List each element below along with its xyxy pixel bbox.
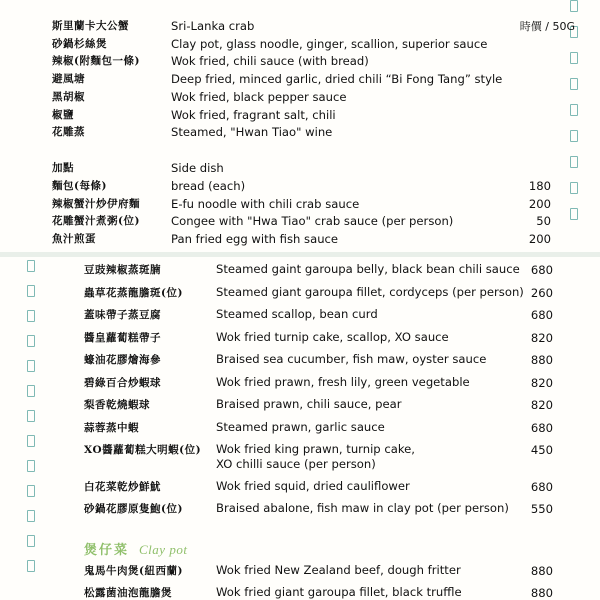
- menu-item: [0, 307, 553, 324]
- decorative-square: [27, 535, 35, 547]
- section-title-zh: 煲仔菜: [84, 543, 130, 558]
- item-name-zh: 花雕蟹汁煮粥(位): [52, 215, 140, 227]
- menu-item: [0, 420, 553, 437]
- item-price: 550: [530, 502, 553, 516]
- item-name-zh: 醬皇蘿蔔糕帶子: [84, 332, 161, 344]
- item-name-en-line1: Wok fried king prawn, turnip cake,: [216, 442, 415, 456]
- item-name-en: Braised prawn, chili sauce, pear: [216, 397, 402, 411]
- item-price: 880: [530, 586, 553, 600]
- menu-item: [0, 501, 553, 518]
- item-name-en-line2: XO chilli sauce (per person): [216, 457, 376, 471]
- item-price: 880: [530, 353, 553, 367]
- item-price: 時價 / 50G: [519, 20, 575, 33]
- decorative-square: [570, 104, 578, 116]
- item-name-en: Sri-Lanka crab: [171, 19, 255, 33]
- item-name-zh: 蒜蓉蒸中蝦: [84, 422, 139, 434]
- item-name-en: Wok fried turnip cake, scallop, XO sauce: [216, 330, 449, 344]
- menu-item: [0, 89, 495, 106]
- item-name-zh: 花雕蒸: [52, 126, 85, 138]
- item-name-zh: 黑胡椒: [52, 91, 85, 103]
- seafood-menu-panel: [0, 257, 600, 600]
- item-name-en: Steamed prawn, garlic sauce: [216, 420, 385, 434]
- item-name-en: Congee with "Hwa Tiao" crab sauce (per person): [171, 214, 454, 228]
- section-title-en: Clay pot: [139, 542, 188, 557]
- menu-item: [0, 262, 553, 279]
- item-name-zh: 魚汁煎蛋: [52, 233, 96, 245]
- decorative-square: [570, 52, 578, 64]
- side-dish-item: [0, 231, 551, 248]
- item-name-en: E-fu noodle with chili crab sauce: [171, 197, 360, 211]
- item-name-en: Deep fried, minced garlic, dried chili “Bi Fong Tang” style: [171, 72, 503, 86]
- item-price: 880: [530, 564, 553, 578]
- item-name-en: Steamed giant garoupa fillet, cordyceps (per person): [216, 285, 524, 299]
- side-dish-item: [0, 196, 551, 213]
- menu-item: [0, 375, 553, 392]
- item-name-en: Steamed gaint garoupa belly, black bean chili sauce: [216, 262, 520, 276]
- item-price: 450: [530, 443, 553, 457]
- item-name-zh: 麵包(每條): [52, 180, 107, 192]
- menu-item: [0, 53, 495, 70]
- item-name-en: Braised sea cucumber, fish maw, oyster sauce: [216, 352, 487, 366]
- decorative-square: [570, 130, 578, 142]
- item-name-zh: 松露菌油泡龍膽煲: [84, 587, 172, 599]
- item-name-en: bread (each): [171, 179, 246, 193]
- item-name-en: Wok fried prawn, fresh lily, green vegetable: [216, 375, 470, 389]
- side-dish-item: [0, 178, 551, 195]
- item-name-en: Clay pot, glass noodle, ginger, scallion, superior sauce: [171, 37, 488, 51]
- item-price: 820: [530, 331, 553, 345]
- item-name-en: [216, 442, 515, 472]
- side-dish-header-zh: 加點: [52, 162, 74, 174]
- menu-item: [0, 330, 553, 347]
- item-name-zh: 砂鍋杉絲煲: [52, 38, 107, 50]
- decorative-square: [570, 78, 578, 90]
- item-price: 680: [530, 308, 553, 322]
- item-name-zh: 梨香乾燒蝦球: [84, 399, 150, 411]
- item-price: 200: [528, 232, 551, 246]
- decorative-square: [570, 208, 578, 220]
- item-name-zh: 蓋味帶子蒸豆腐: [84, 309, 161, 321]
- menu-item: [0, 36, 495, 53]
- item-price: 200: [528, 197, 551, 211]
- menu-item: [0, 563, 553, 580]
- decorative-border-left: [27, 257, 35, 572]
- item-price: 820: [530, 376, 553, 390]
- side-dish-item: [0, 213, 551, 230]
- menu-item: [0, 442, 553, 472]
- menu-item: [0, 479, 553, 496]
- item-name-zh: 砂鍋花膠原隻鮑(位): [84, 503, 183, 515]
- item-name-zh: 斯里蘭卡大公蟹: [52, 20, 129, 32]
- item-name-en: Wok fried, black pepper sauce: [171, 90, 347, 104]
- menu-item: [0, 585, 553, 600]
- decorative-square: [570, 182, 578, 194]
- item-name-en: Braised abalone, fish maw in clay pot (per person): [216, 501, 509, 515]
- item-name-zh: 蟲草花蒸龍膽斑(位): [84, 287, 183, 299]
- item-name-zh: 避風塘: [52, 73, 85, 85]
- side-dish-header: [0, 160, 495, 177]
- item-price: 820: [530, 398, 553, 412]
- item-price: 680: [530, 421, 553, 435]
- item-name-en: Steamed scallop, bean curd: [216, 307, 378, 321]
- decorative-square: [570, 0, 578, 12]
- item-name-zh: 辣椒蟹汁炒伊府麵: [52, 198, 140, 210]
- item-name-en: Wok fried, fragrant salt, chili: [171, 108, 336, 122]
- menu-item: [0, 107, 495, 124]
- item-name-en: Wok fried squid, dried cauliflower: [216, 479, 410, 493]
- item-name-zh: 碧綠百合炒蝦球: [84, 377, 161, 389]
- crab-menu-panel: [0, 0, 600, 252]
- item-name-zh: 白花菜乾炒鮮魷: [84, 481, 161, 493]
- item-price: 680: [530, 263, 553, 277]
- section-title-clay-pot: [84, 539, 187, 558]
- menu-item: [0, 285, 553, 302]
- item-name-en: Pan fried egg with fish sauce: [171, 232, 339, 246]
- menu-item: [0, 352, 553, 369]
- item-name-zh: 豆豉辣椒蒸斑腩: [84, 264, 161, 276]
- menu-item: [0, 397, 553, 414]
- item-name-zh: 鬼馬牛肉煲(紐西蘭): [84, 565, 183, 577]
- item-price: 260: [530, 286, 553, 300]
- item-name-en: Wok fried New Zealand beef, dough fritter: [216, 563, 461, 577]
- menu-item: [0, 124, 495, 141]
- item-name-en: Steamed, "Hwan Tiao" wine: [171, 125, 333, 139]
- item-price: 180: [528, 179, 551, 193]
- decorative-square: [570, 156, 578, 168]
- item-name-zh: 椒鹽: [52, 109, 74, 121]
- side-dish-header-en: Side dish: [171, 161, 224, 175]
- item-name-zh: 辣椒(附麵包一條): [52, 55, 140, 67]
- item-name-zh: 蠔油花膠燴海參: [84, 354, 161, 366]
- menu-item: [0, 71, 503, 88]
- item-name-en: Wok fried, chili sauce (with bread): [171, 54, 369, 68]
- item-price: 50: [536, 214, 551, 228]
- menu-item: [0, 18, 575, 35]
- item-name-zh: XO醬蘿蔔糕大明蝦(位): [84, 444, 202, 456]
- item-name-en: Wok fried giant garoupa fillet, black truffle: [216, 585, 462, 599]
- item-price: 680: [530, 480, 553, 494]
